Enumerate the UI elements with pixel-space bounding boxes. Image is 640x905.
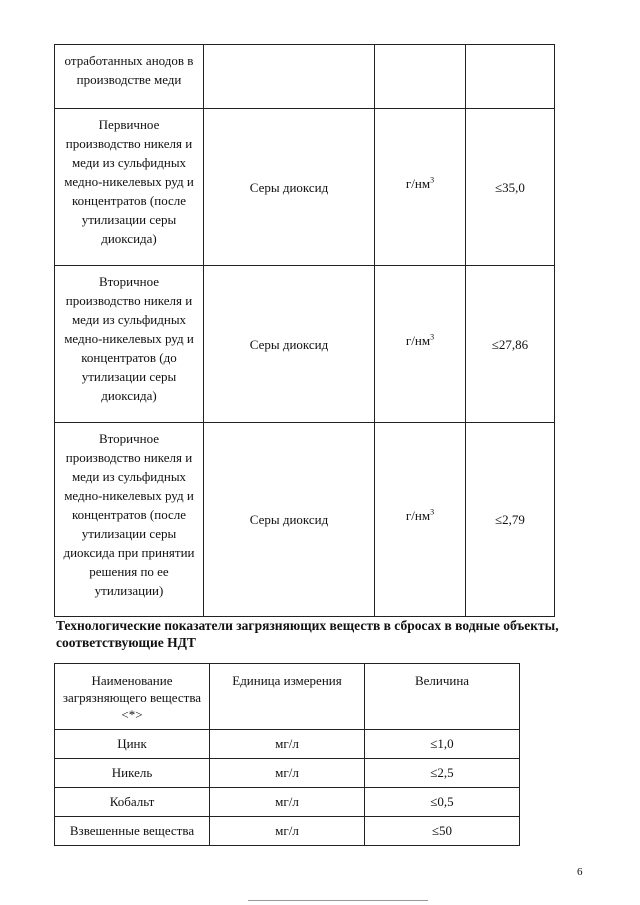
table-row — [55, 730, 520, 759]
table-row — [55, 266, 555, 423]
unit-text: г/нм — [405, 332, 431, 348]
process-line: Первичное — [98, 117, 160, 132]
process-line: утилизации серы — [81, 369, 177, 384]
section-heading: Технологические показатели загрязняющих веществ в сбросах в водные объекты, соответствующие НДТ — [56, 618, 559, 650]
header-value: Величина — [365, 664, 520, 730]
process-line: концентратов (после — [71, 507, 187, 522]
table-header-row — [55, 664, 520, 730]
emissions-table — [54, 44, 555, 617]
unit-superscript: 3 — [430, 332, 435, 342]
unit-cell — [375, 423, 466, 617]
substance-unit: мг/л — [210, 730, 365, 759]
unit-superscript: 3 — [430, 507, 435, 517]
unit-cell — [375, 45, 466, 109]
process-line: медно-никелевых руд и — [64, 174, 194, 189]
process-line: диоксида) — [101, 231, 157, 246]
value-cell: ≤35,0 — [466, 109, 555, 266]
table-row — [55, 423, 555, 617]
process-line: диоксида при принятии — [63, 545, 195, 560]
process-line: отработанных анодов в — [64, 53, 194, 68]
substance-value: ≤2,5 — [365, 759, 520, 788]
unit-superscript: 3 — [430, 175, 435, 185]
process-line: медно-никелевых руд и — [64, 488, 194, 503]
process-cell — [55, 423, 204, 617]
header-line: <*> — [121, 707, 143, 722]
pollutant-cell: Серы диоксид — [204, 266, 375, 423]
process-line: производство никеля и — [65, 136, 193, 151]
substance-unit: мг/л — [210, 817, 365, 846]
process-line: утилизации серы — [81, 212, 177, 227]
table-row — [55, 817, 520, 846]
header-line: Наименование — [91, 673, 173, 688]
process-line: меди из сульфидных — [71, 155, 187, 170]
table-row — [55, 788, 520, 817]
process-line: утилизации) — [94, 583, 164, 598]
process-line: медно-никелевых руд и — [64, 331, 194, 346]
table-row — [55, 759, 520, 788]
process-line: концентратов (до — [81, 350, 177, 365]
process-line: концентратов (после — [71, 193, 187, 208]
table-row — [55, 45, 555, 109]
substance-value: ≤0,5 — [365, 788, 520, 817]
unit-text: г/нм — [405, 508, 431, 523]
process-line: меди из сульфидных — [71, 312, 187, 327]
header-line: загрязняющего вещества — [62, 690, 202, 705]
process-line: Вторичное — [98, 431, 160, 446]
header-name — [55, 664, 210, 730]
process-cell — [55, 266, 204, 423]
process-line: утилизации серы — [81, 526, 177, 541]
substance-name: Взвешенные вещества — [55, 817, 210, 846]
substance-value: ≤50 — [365, 817, 520, 846]
value-cell: ≤27,86 — [466, 266, 555, 423]
process-line: Вторичное — [98, 274, 160, 289]
substance-value: ≤1,0 — [365, 730, 520, 759]
substance-unit: мг/л — [210, 788, 365, 817]
process-cell — [55, 109, 204, 266]
unit-cell — [375, 109, 466, 266]
table-row — [55, 109, 555, 266]
substance-name: Никель — [55, 759, 210, 788]
process-line: диоксида) — [101, 388, 157, 403]
page-number: 6 — [577, 866, 583, 878]
substance-name: Кобальт — [55, 788, 210, 817]
process-line: решения по ее — [89, 564, 169, 579]
unit-cell — [375, 266, 466, 423]
pollutant-cell: Серы диоксид — [204, 109, 375, 266]
process-line: меди из сульфидных — [71, 469, 187, 484]
process-line: производстве меди — [76, 72, 182, 87]
unit-text: г/нм — [405, 175, 431, 191]
process-line: производство никеля и — [65, 450, 193, 465]
water-discharge-table — [54, 663, 520, 846]
substance-unit: мг/л — [210, 759, 365, 788]
pollutant-cell: Серы диоксид — [204, 423, 375, 617]
pollutant-cell — [204, 45, 375, 109]
substance-name: Цинк — [55, 730, 210, 759]
process-line: производство никеля и — [65, 293, 193, 308]
header-unit: Единица измерения — [210, 664, 365, 730]
bottom-divider — [248, 900, 428, 901]
value-cell — [466, 45, 555, 109]
process-cell — [55, 45, 204, 109]
value-cell: ≤2,79 — [466, 423, 555, 617]
